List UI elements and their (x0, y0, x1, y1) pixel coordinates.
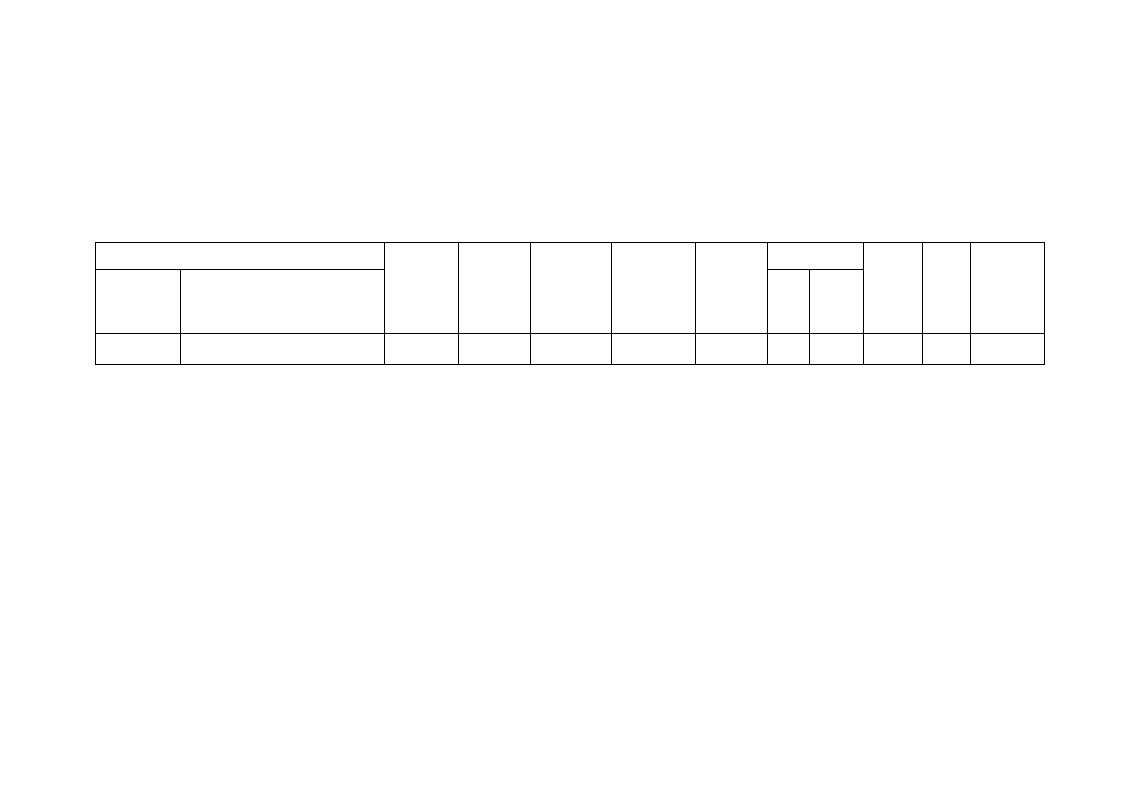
header-subject-code (96, 270, 181, 334)
header-state-capital-budget (696, 243, 768, 334)
header-subject-name (181, 270, 385, 334)
header-amount (768, 270, 810, 334)
header-subject-group (96, 243, 385, 270)
total-reserve-cell (971, 334, 1045, 365)
total-amount-cell (768, 334, 810, 365)
total-operating-cell (864, 334, 923, 365)
total-other-cell (923, 334, 971, 365)
total-code-cell (96, 334, 181, 365)
total-education-cell (810, 334, 864, 365)
income-table (95, 242, 1045, 365)
total-general-cell (531, 334, 612, 365)
total-row (96, 334, 1045, 365)
header-gov-fund-budget (612, 243, 696, 334)
header-operating-income (864, 243, 923, 334)
header-general-public-budget (531, 243, 612, 334)
header-prior-year-carryover (459, 243, 531, 334)
header-total (385, 243, 459, 334)
header-reserve-fund-offset (971, 243, 1045, 334)
header-of-which-education (810, 270, 864, 334)
total-carryover-cell (459, 334, 531, 365)
total-total-cell (385, 334, 459, 365)
total-gov-fund-cell (612, 334, 696, 365)
total-state-capital-cell (696, 334, 768, 365)
header-business-income-group (768, 243, 864, 270)
total-label-cell (181, 334, 385, 365)
header-other-income (923, 243, 971, 334)
